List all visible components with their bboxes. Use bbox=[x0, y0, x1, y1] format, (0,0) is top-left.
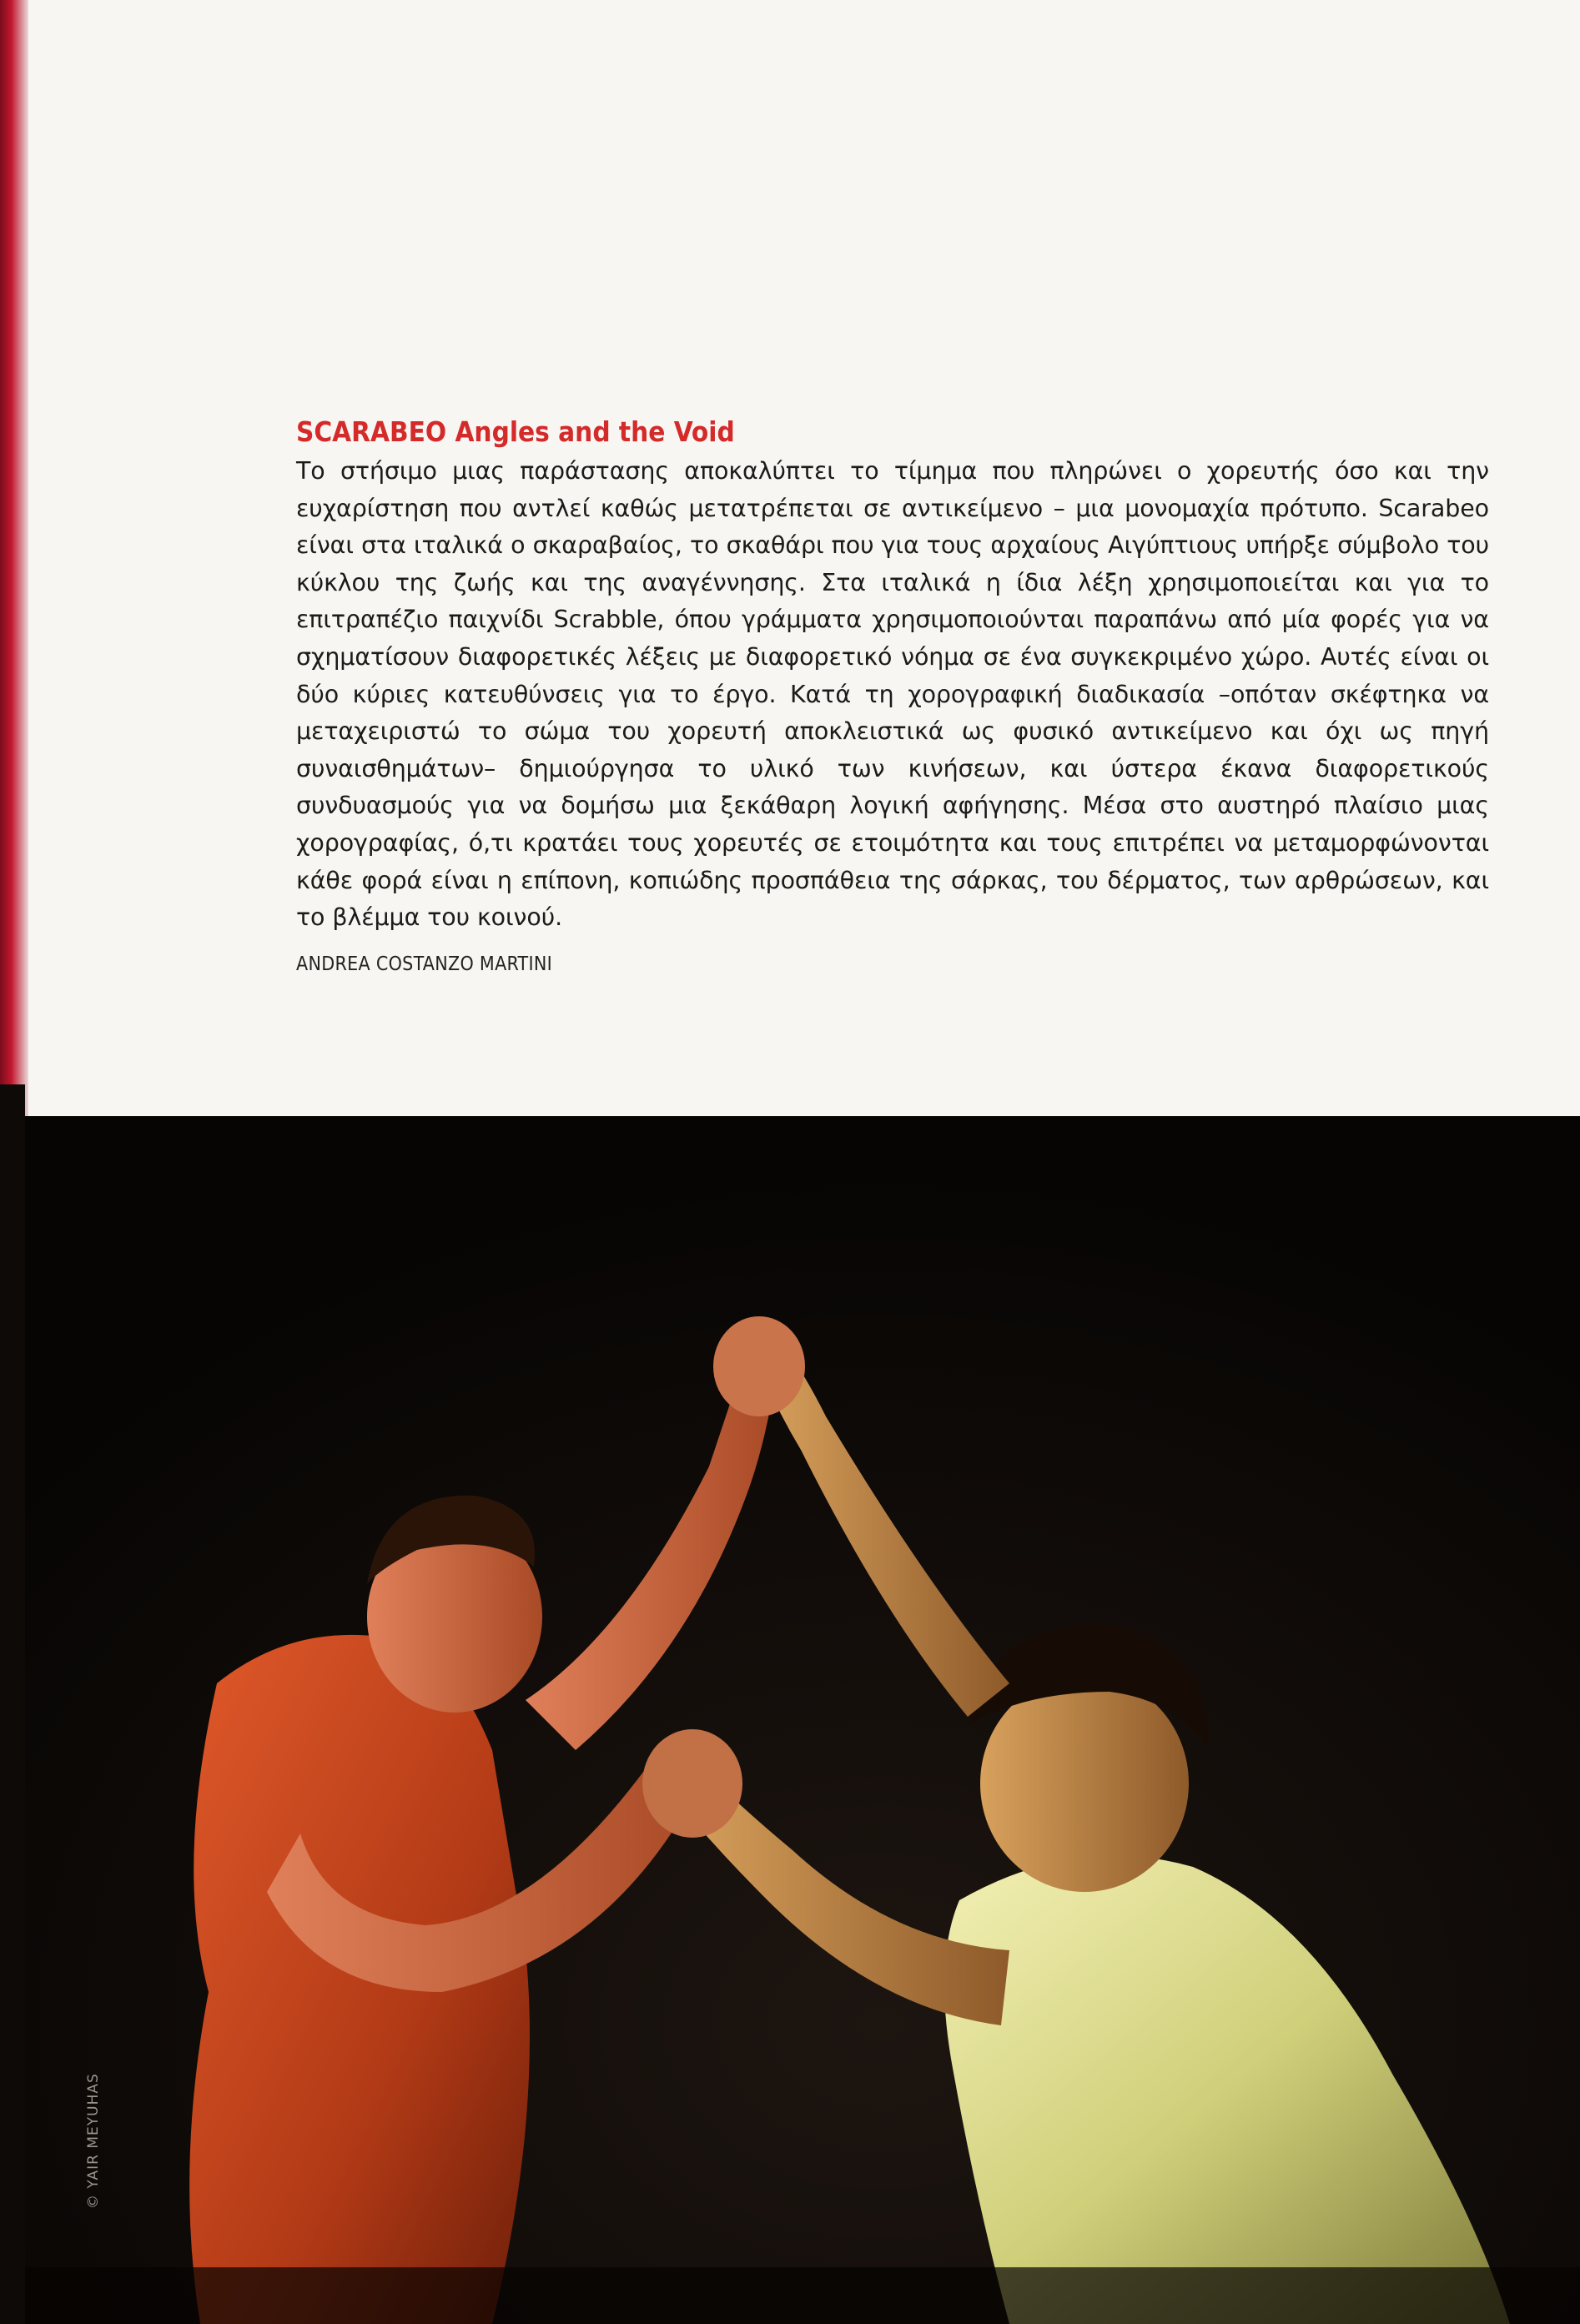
page-edge-dark bbox=[0, 1084, 25, 2324]
article-author: ANDREA COSTANZO MARTINI bbox=[296, 953, 553, 975]
dance-photo bbox=[25, 1116, 1580, 2324]
photo-credit: © YAIR MEYUHAS bbox=[85, 2073, 102, 2209]
dance-photo-illustration bbox=[25, 1116, 1580, 2324]
article bbox=[296, 413, 1489, 975]
article-title: SCARABEO Angles and the Void bbox=[296, 415, 735, 448]
page-edge-red bbox=[0, 0, 28, 1118]
article-body: Το στήσιμο μιας παράστασης αποκαλύπτει το τίμημα που πληρώνει ο χορευτής όσο και την ευχαρίστηση που αντλεί καθώς μετατρέπεται σε αντικείμενο – μια μονομαχία πρότυπο. Scarabeo είναι στα ιταλικά ο σκαραβαίος, το σκαθάρι που για τους αρχαίους Αιγύπτιους υπήρξε σύμβολο του κύκλου της ζωής και της αναγέννησης. Στα ιταλικά η ίδια λέξη χρησιμοποιείται και για το επιτραπέζιο παιχνίδι Scrabble, όπου γράμματα χρησιμοποιούνται παραπάνω από μία φορές για να σχηματίσουν διαφορετικές λέξεις με διαφορετικό νόημα σε ένα συγκεκριμένο χώρο. Αυτές είναι οι δύο κύριες κατευθύνσεις για το έργο. Κατά τη χορογραφική διαδικασία –οπόταν σκέφτηκα να μεταχειριστώ το σώμα του χορευτή αποκλειστικά ως φυσικό αντικείμενο και όχι ως πηγή συναισθημάτων– δημιούργησα το υλικό των κινήσεων, και ύστερα έκανα διαφορετικούς συνδυασμούς για να δομήσω μια ξεκάθαρη λογική αφήγησης. Μέσα στο αυστηρό πλαίσιο μιας χορογραφίας, ό,τι κρατάει τους χορευτές σε ετοιμότητα και τους επιτρέπει να μεταμορφώνονται κάθε φορά είναι η επίπονη, κοπιώδης προσπάθεια της σάρκας, του δέρματος, των αρθρώσεων, και το βλέμμα του κοινού. bbox=[296, 457, 1489, 932]
